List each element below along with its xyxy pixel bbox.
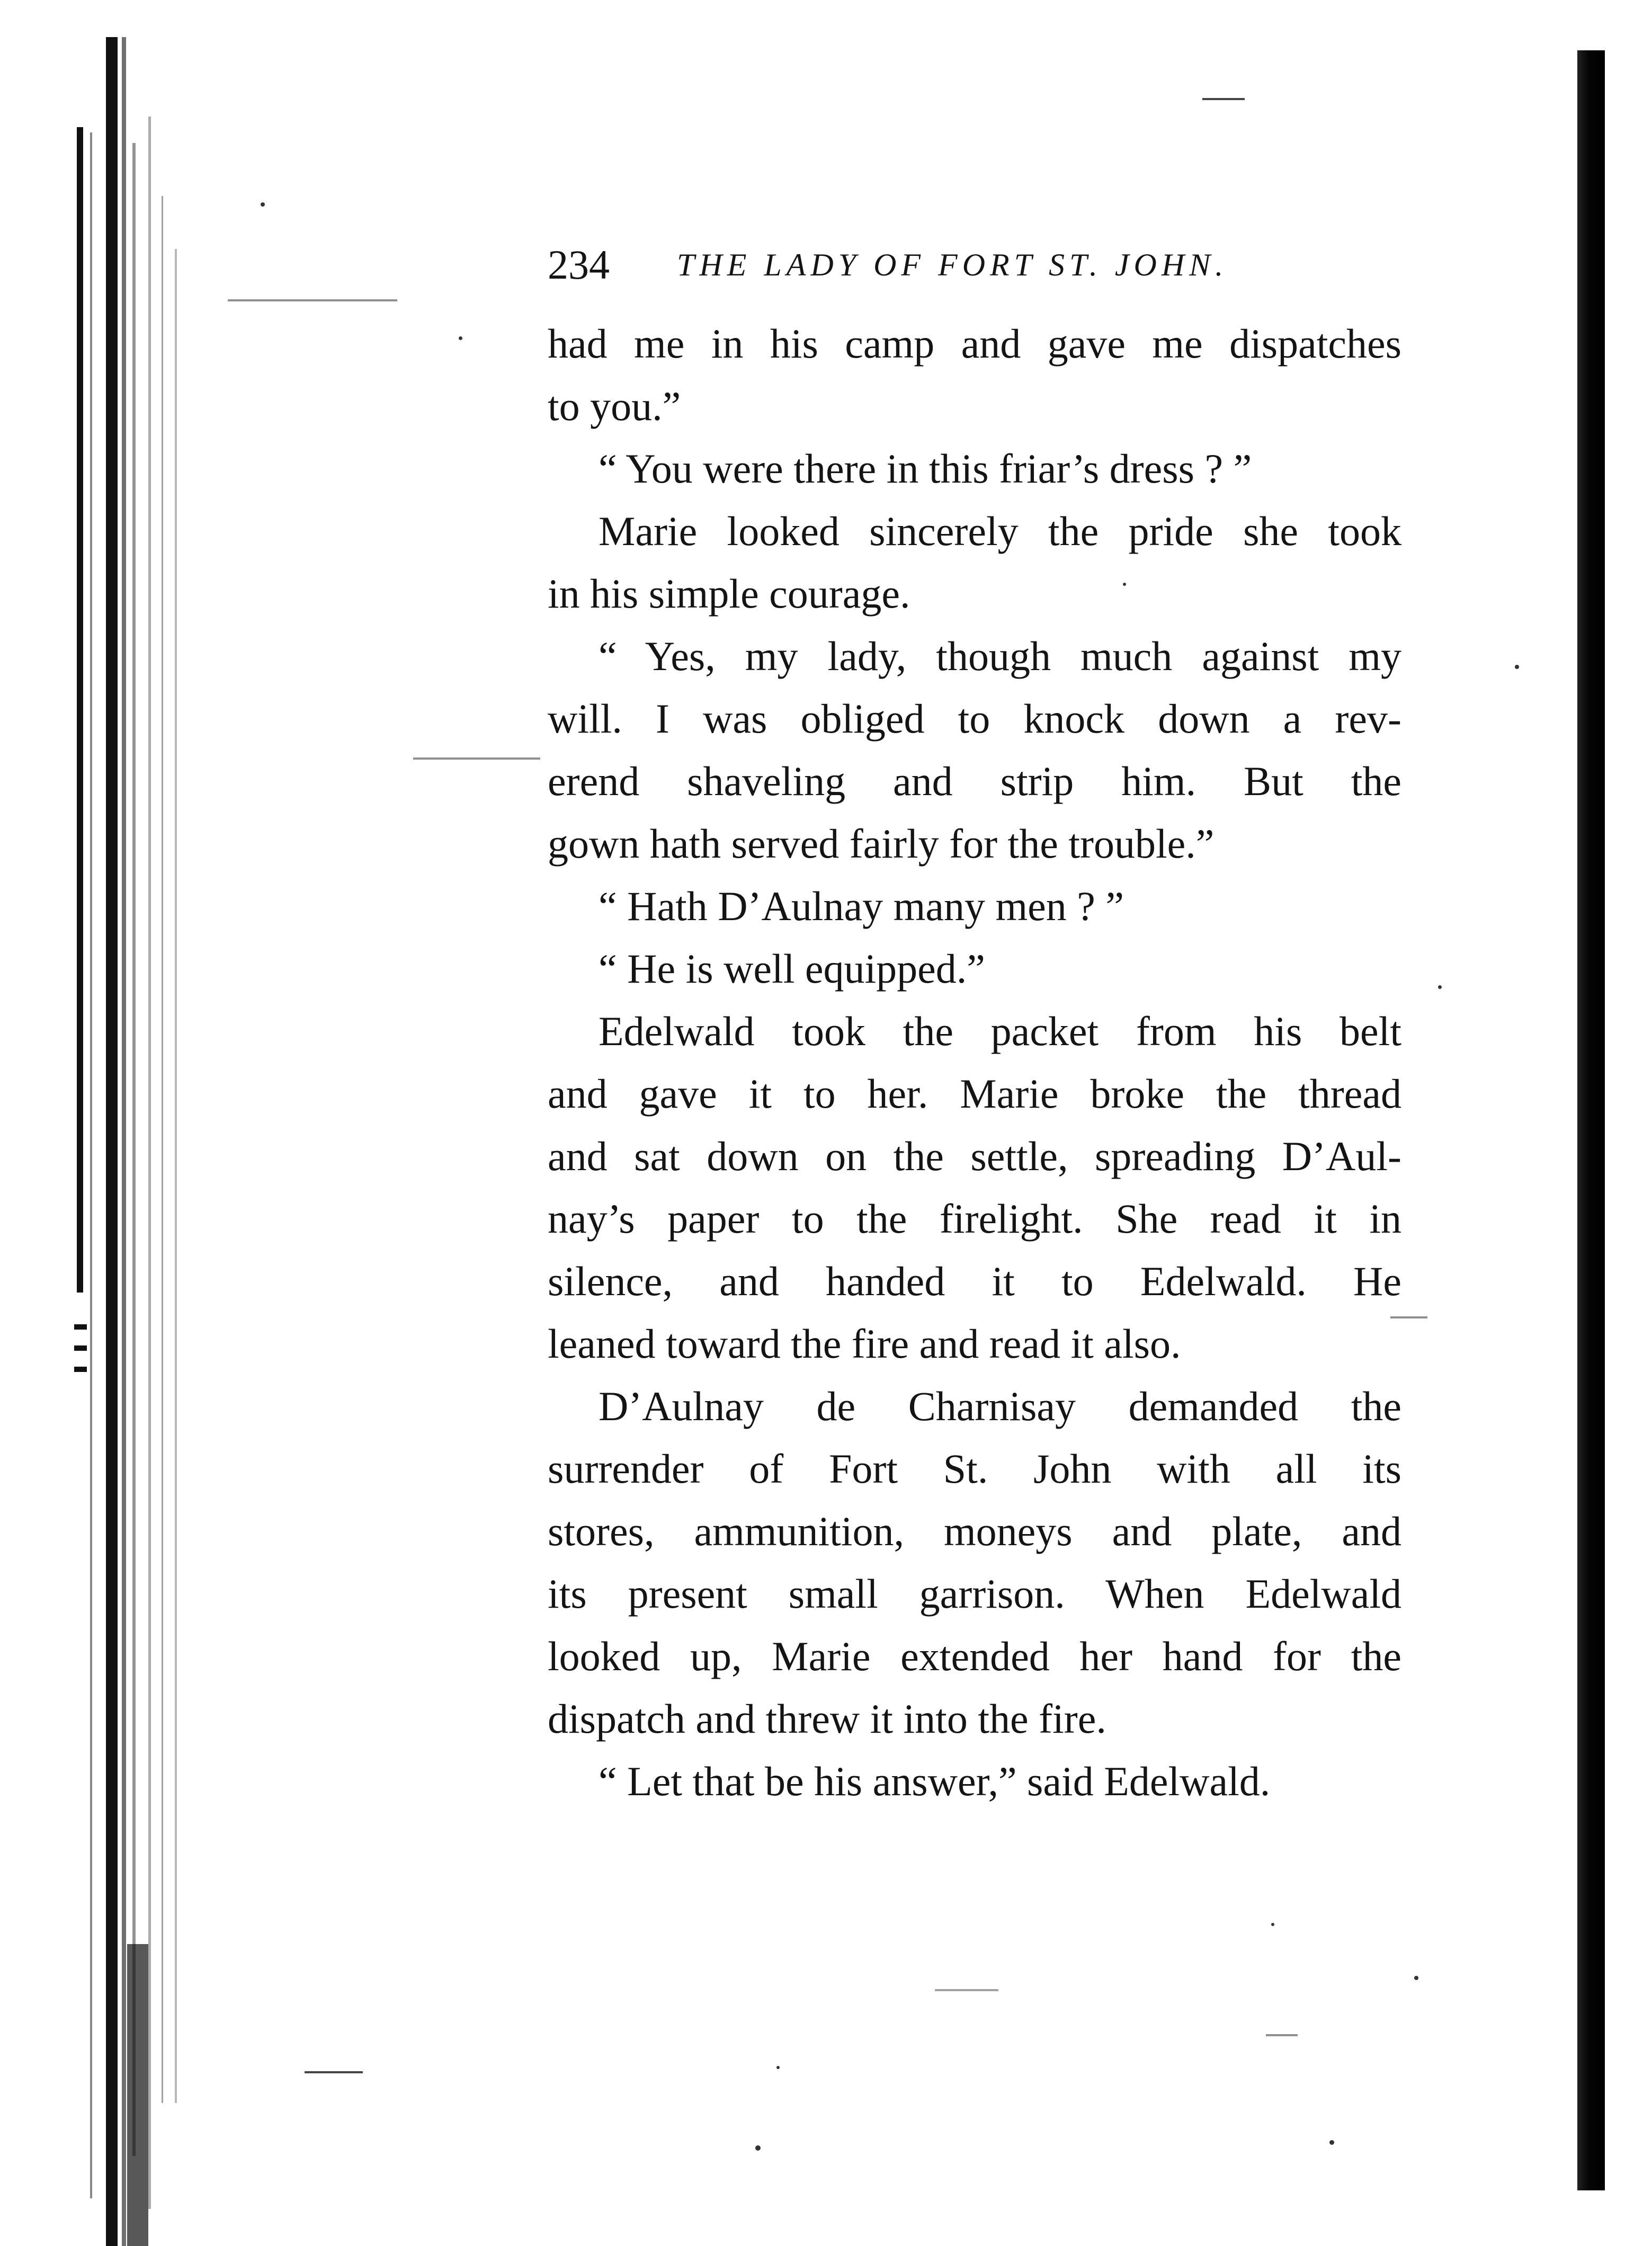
text-line: D’Aulnay de Charnisay demanded the [599,1383,1401,1429]
scan-speck [1329,2140,1334,2145]
text-line: in his simple courage. [548,571,910,617]
scan-speck [1414,1976,1418,1980]
scan-mark [935,1989,998,1991]
text-line: surrender of Fort St. John with all its [548,1446,1401,1492]
text-line: and gave it to her. Marie broke the thread [548,1071,1401,1117]
text-line: nay’s paper to the firelight. She read it in [548,1196,1401,1242]
running-title: THE LADY OF FORT ST. JOHN. [677,247,1228,282]
text-line: “ Yes, my lady, though much against my [599,633,1401,679]
page-header [548,233,1395,297]
page-number: 234 [548,242,610,288]
text-line: erend shaveling and strip him. But the [548,758,1401,804]
scan-speck [1123,583,1126,586]
scan-mark [1266,2034,1298,2036]
text-line: “ You were there in this friar’s dress ? ” [599,445,1252,492]
scan-speck [1271,1923,1274,1926]
scan-speck [755,2145,761,2151]
text-line: will. I was obliged to knock down a rev- [548,696,1401,742]
scan-mark [1202,98,1245,100]
scan-mark [305,2071,363,2073]
scan-speck [261,202,265,207]
text-line: to you.” [548,383,681,429]
text-line: silence, and handed it to Edelwald. He [548,1258,1401,1304]
scan-speck [776,2066,780,2069]
text-line: gown hath served fairly for the trouble.” [548,821,1215,867]
text-line: stores, ammunition, moneys and plate, and [548,1508,1401,1554]
scan-mark [413,757,540,760]
text-line: dispatch and threw it into the fire. [548,1696,1106,1742]
scan-mark [1390,1316,1427,1318]
text-line: leaned toward the fire and read it also. [548,1321,1181,1367]
text-line: its present small garrison. When Edelwald [548,1571,1401,1617]
text-line: looked up, Marie extended her hand for the [548,1633,1401,1679]
scan-right-edge [1577,50,1605,2190]
scan-binding-edge [74,37,222,2246]
text-line: “ Let that be his answer,” said Edelwald. [599,1758,1271,1804]
body-text [548,313,1401,1813]
text-line: and sat down on the settle, spreading D’Aul- [548,1133,1401,1179]
scan-mark [228,299,397,301]
scan-speck [1515,665,1519,669]
text-line: Edelwald took the packet from his belt [599,1008,1401,1054]
text-line: had me in his camp and gave me dispatches [548,320,1401,367]
text-line: Marie looked sincerely the pride she took [599,508,1401,554]
scan-speck [459,336,462,340]
text-line: “ He is well equipped.” [599,946,985,992]
scan-speck [1438,985,1442,989]
text-line: “ Hath D’Aulnay many men ? ” [599,883,1124,929]
